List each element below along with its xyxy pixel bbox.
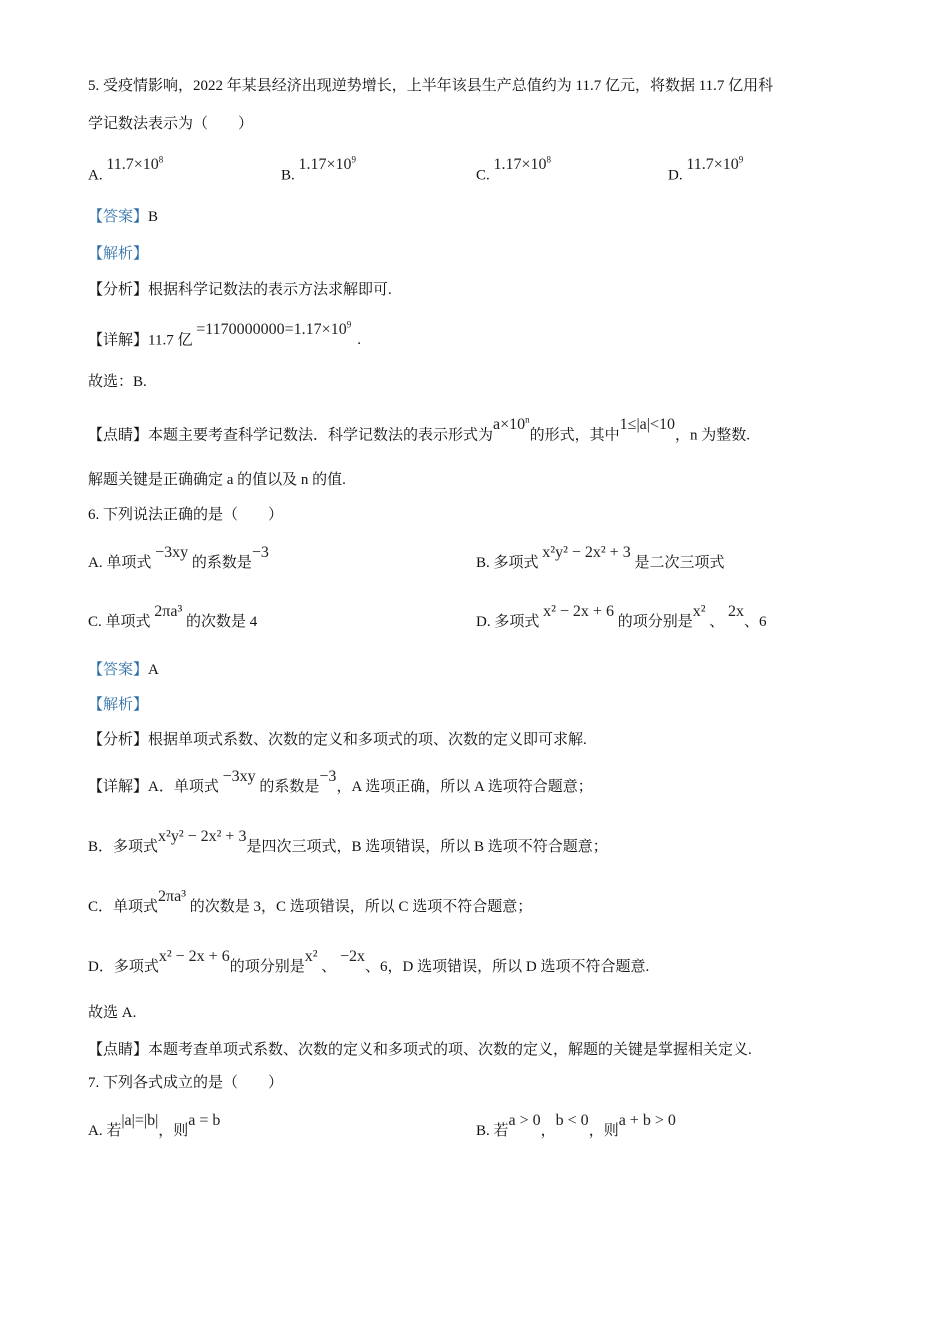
answer-tag: 【答案】 (88, 209, 149, 225)
q6-xiangjie-b: B．多项式x²y² − 2x² + 3是四次三项式，B 选项错误，所以 B 选项不符合题意； (88, 828, 608, 855)
q6-option-c: C. 单项式 2πa³ 的次数是 4 (88, 603, 258, 630)
q6-option-d: D. 多项式 x² − 2x + 6 的项分别是x² 、 2x、6 (476, 603, 767, 630)
q6-conclusion: 故选 A. (88, 1005, 137, 1021)
answer-tag: 【答案】 (88, 662, 149, 678)
q5-fenxi: 【分析】根据科学记数法的表示方法求解即可. (88, 282, 392, 298)
q6-answer: 【答案】A (88, 662, 159, 678)
q5-conclusion: 故选：B. (88, 374, 147, 390)
q6-stem: 6. 下列说法正确的是（ ） (88, 507, 284, 523)
q6-analysis-heading (88, 695, 148, 715)
q5-dianjing: 【点睛】本题主要考查科学记数法．科学记数法的表示形式为$a\times 10^n$的形式，其中1≤|a|<10，n 为整数. (88, 415, 750, 444)
analysis-tag: 【解析】 (88, 246, 149, 262)
q5-stem-line2: 学记数法表示为（ ） (88, 116, 254, 132)
q5-stem-line1: 5. 受疫情影响，2022 年某县经济出现逆势增长，上半年该县生产总值约为 11.7 亿元，将数据 11.7 亿用科 (88, 78, 774, 94)
q7-stem: 7. 下列各式成立的是（ ） (88, 1075, 284, 1091)
q5-option-b-math: $1.17\times 10^9$ (298, 155, 357, 174)
q6-xiangjie-d: D．多项式x² − 2x + 6的项分别是x² 、 −2x、6，D 选项错误，所以 D 选项不符合题意. (88, 948, 650, 975)
q6-option-b: B. 多项式 x²y² − 2x² + 3 是二次三项式 (476, 544, 725, 571)
q6-dianjing: 【点睛】本题考查单项式系数、次数的定义和多项式的项、次数的定义，解题的关键是掌握相关定义. (88, 1042, 752, 1058)
q5-analysis-heading (88, 244, 148, 264)
q6-xiangjie-c: C．单项式2πa³ 的次数是 3，C 选项错误，所以 C 选项不符合题意； (88, 888, 533, 915)
q5-answer: 【答案】B (88, 209, 159, 225)
q6-xiangjie-a: 【详解】A．单项式 −3xy 的系数是−3，A 选项正确，所以 A 选项符合题意； (88, 768, 593, 795)
q5-option-a: A. $11.7\times 10^8$ (88, 155, 164, 184)
q5-option-d-math: $11.7\times 10^9$ (686, 155, 744, 174)
q6-fenxi: 【分析】根据单项式系数、次数的定义和多项式的项、次数的定义即可求解. (88, 732, 587, 748)
q5-option-d: D. $11.7\times 10^9$ (668, 155, 744, 184)
q7-option-a: A. 若|a|=|b|，则a = b (88, 1112, 221, 1139)
q5-xiangjie: 【详解】11.7 亿 $=1170000000=1.17\times 10^9$. (88, 320, 361, 349)
q5-option-c: C. $1.17\times 10^8$ (476, 155, 552, 184)
q5-option-b: B. $1.17\times 10^9$ (281, 155, 357, 184)
q6-option-a: A. 单项式 −3xy 的系数是−3 (88, 544, 269, 571)
q5-dianjing-line2: 解题关键是正确确定 a 的值以及 n 的值. (88, 472, 346, 488)
q5-option-c-math: $1.17\times 10^8$ (493, 155, 552, 174)
analysis-tag: 【解析】 (88, 697, 149, 713)
q7-option-b: B. 若a > 0，b < 0，则a + b > 0 (476, 1112, 676, 1139)
q5-option-a-math: $11.7\times 10^8$ (106, 155, 164, 174)
